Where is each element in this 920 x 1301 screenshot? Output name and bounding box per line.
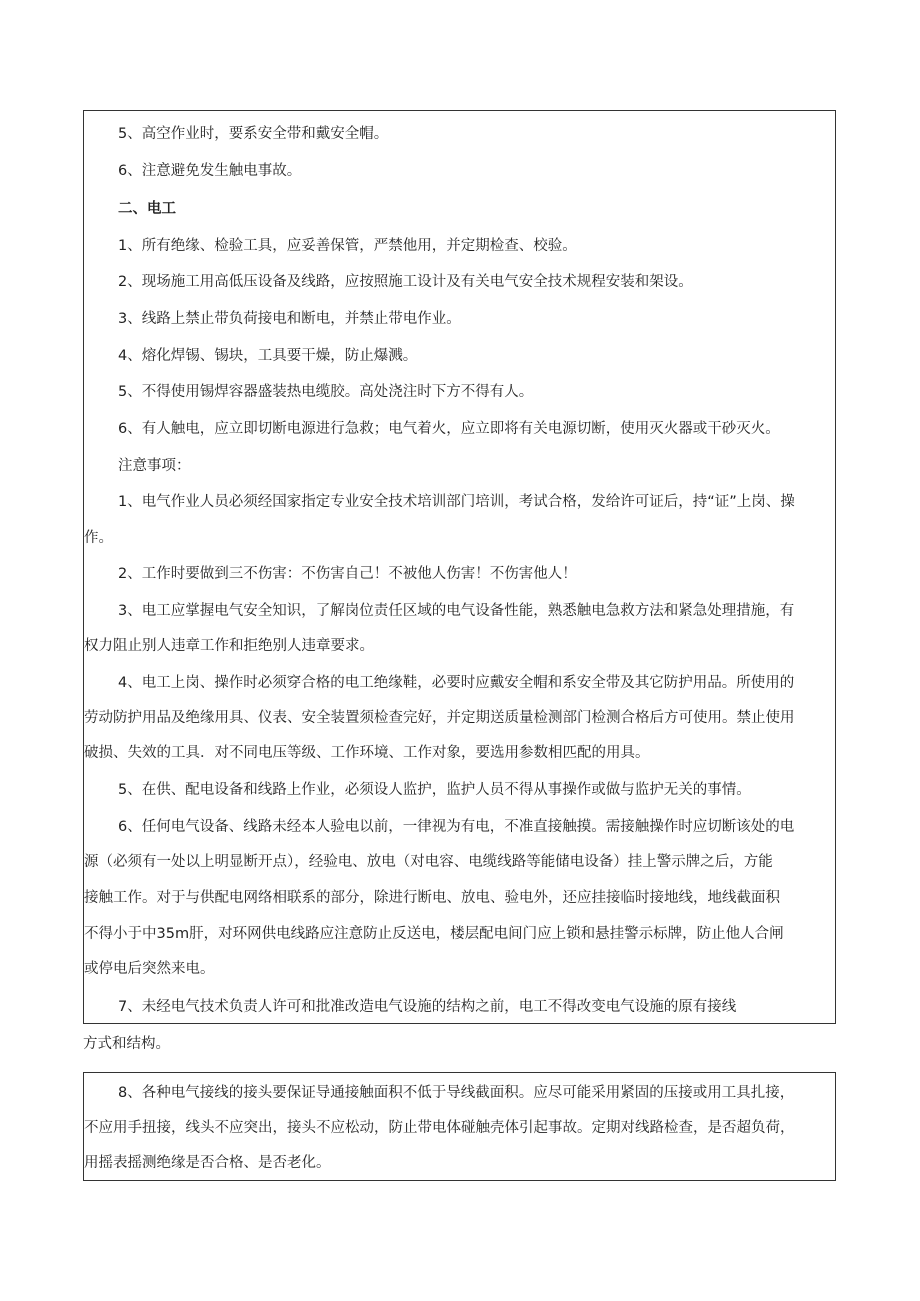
text-line: 劳动防护用品及绝缘用具、仪表、安全装置须检查完好，并定期送质量检测部门检测合格后方可使用。禁止使用: [84, 710, 795, 726]
text-line: 或停电后突然来电。: [84, 961, 215, 977]
text-line: 破损、失效的工具．对不同电压等级、工作环境、工作对象，要选用参数相匹配的用具。: [84, 745, 650, 761]
text-line: 1、电气作业人员必须经国家指定专业安全技术培训部门培训，考试合格，发给许可证后，持“证”上岗、操: [118, 494, 795, 510]
text-line: 权力阻止别人违章工作和拒绝别人违章要求。: [84, 638, 374, 654]
text-line: 5、高空作业时，要系安全带和戴安全帽。: [118, 126, 389, 142]
text-line: 8、各种电气接线的接头要保证导通接触面积不低于导线截面积。应尽可能采用紧固的压接或用工具扎接，: [118, 1085, 795, 1101]
text-line: 3、电工应掌握电气安全知识，了解岗位责任区域的电气设备性能，熟悉触电急救方法和紧急处理措施，有: [118, 603, 795, 619]
text-line: 4、电工上岗、操作时必须穿合格的电工绝缘鞋，必要时应戴安全帽和系安全带及其它防护用品。所使用的: [118, 675, 795, 691]
text-line: 3、线路上禁止带负荷接电和断电，并禁止带电作业。: [118, 311, 461, 327]
text-line: 作。: [84, 530, 113, 546]
text-line: 6、任何电气设备、线路未经本人验电以前，一律视为有电，不准直接触摸。需接触操作时应切断该处的电: [118, 819, 795, 835]
text-line: 5、在供、配电设备和线路上作业，必须设人监护，监护人员不得从事操作或做与监护无关的事情。: [118, 782, 751, 798]
text-line: 5、不得使用锡焊容器盛装热电缆胶。高处浇注时下方不得有人。: [118, 384, 534, 400]
text-line: 用摇表摇测绝缘是否合格、是否老化。: [84, 1155, 331, 1171]
text-line: 6、有人触电，应立即切断电源进行急救；电气着火，应立即将有关电源切断，使用灭火器或干砂灭火。: [118, 421, 780, 437]
text-line: 方式和结构。: [83, 1036, 170, 1052]
text-line: 不应用手扭接，线头不应突出，接头不应松动，防止带电体碰触壳体引起事故。定期对线路检查，是否超负荷，: [84, 1120, 795, 1136]
text-line: 7、未经电气技术负责人许可和批准改造电气设施的结构之前，电工不得改变电气设施的原有接线: [118, 999, 737, 1015]
text-line: 2、现场施工用高低压设备及线路，应按照施工设计及有关电气安全技术规程安装和架设。: [118, 274, 693, 290]
content-box-1: [83, 110, 836, 1024]
text-line: 不得小于中35m肝，对环网供电线路应注意防止反送电，楼层配电间门应上锁和悬挂警示标牌，防止他人合闸: [84, 926, 784, 942]
text-line: 接触工作。对于与供配电网络相联系的部分，除进行断电、放电、验电外，还应挂接临时接地线，地线截面积: [84, 890, 780, 906]
subheading: 注意事项：: [118, 458, 191, 474]
section-heading: 二、电工: [118, 201, 176, 217]
text-line: 1、所有绝缘、检验工具，应妥善保管，严禁他用，并定期检查、校验。: [118, 238, 577, 254]
text-line: 2、工作时要做到三不伤害：不伤害自己！不被他人伤害！不伤害他人！: [118, 566, 577, 582]
text-line: 4、熔化焊锡、锡块，工具要干燥，防止爆溅。: [118, 348, 418, 364]
text-line: 源（必须有一处以上明显断开点），经验电、放电（对电容、电缆线路等能储电设备）挂上警示牌之后，方能: [84, 854, 773, 870]
content-box-2: [83, 1072, 836, 1181]
text-line: 6、注意避免发生触电事故。: [118, 163, 302, 179]
